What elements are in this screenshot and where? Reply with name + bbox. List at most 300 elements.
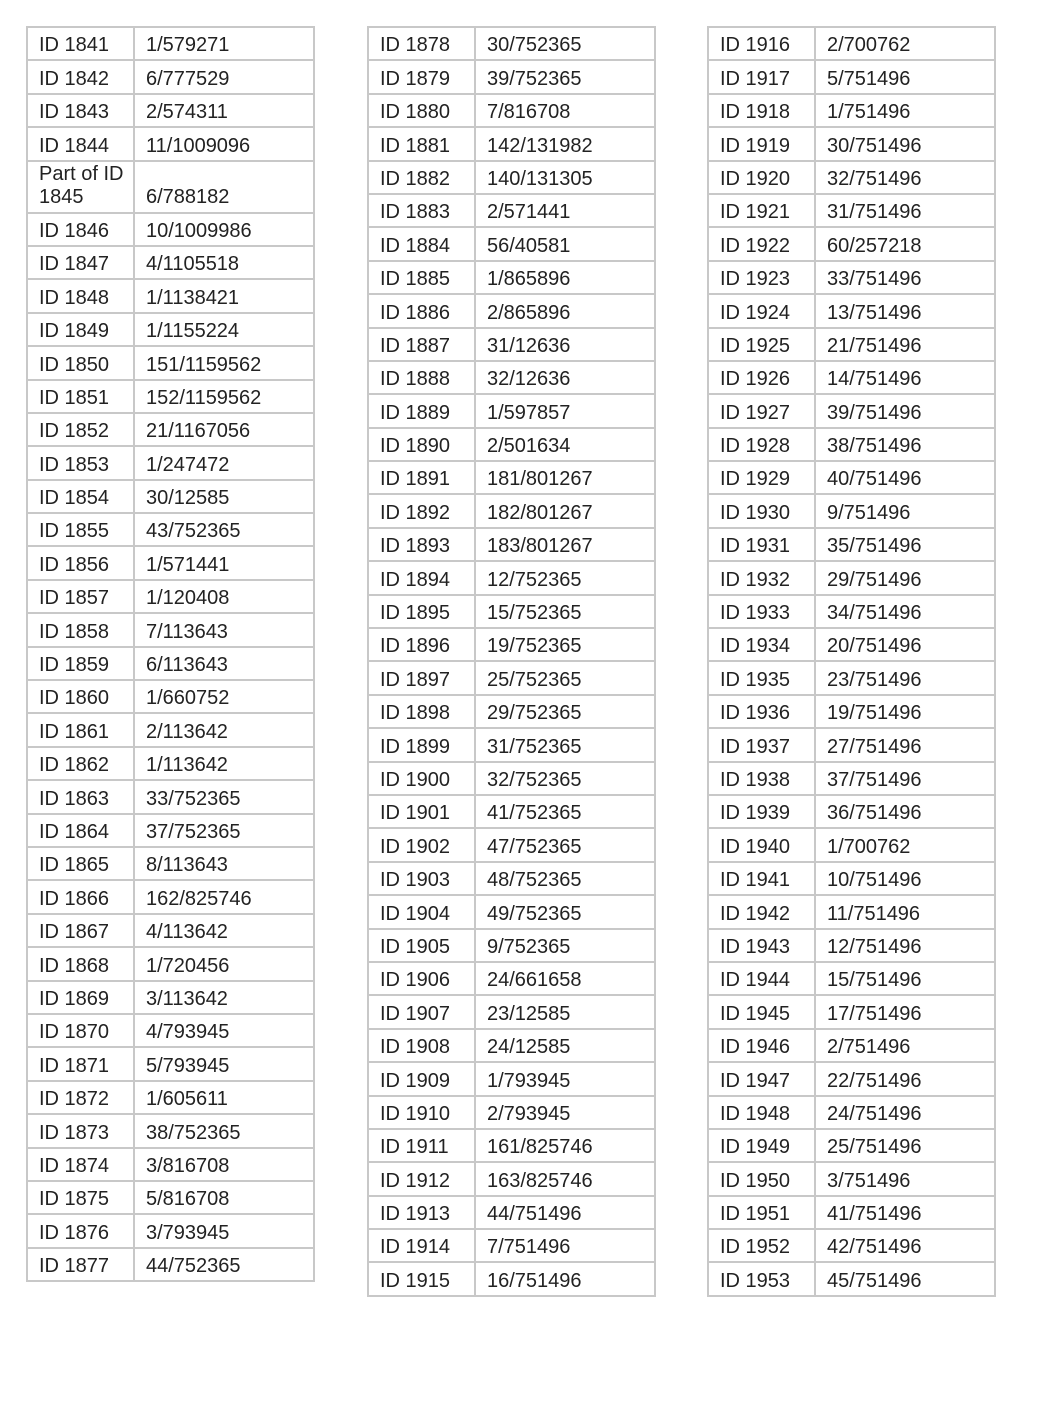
id-cell xyxy=(708,828,815,861)
id-cell xyxy=(27,1114,134,1147)
table-row xyxy=(368,762,655,795)
table-row xyxy=(708,261,995,294)
id-table-column-1 xyxy=(26,26,315,1282)
id-label: ID 1927 xyxy=(720,401,791,424)
reference-value: 19/752365 xyxy=(487,635,582,658)
id-cell xyxy=(708,294,815,327)
reference-cell xyxy=(815,1096,995,1129)
table-row xyxy=(27,27,314,60)
reference-value: 41/752365 xyxy=(487,802,582,825)
reference-value: 161/825746 xyxy=(487,1136,593,1159)
id-cell xyxy=(27,279,134,312)
id-label: ID 1929 xyxy=(720,468,791,491)
reference-value: 32/751496 xyxy=(827,167,922,190)
reference-value: 2/113642 xyxy=(146,720,228,743)
id-label: ID 1928 xyxy=(720,435,791,458)
reference-cell xyxy=(134,1248,314,1281)
reference-cell xyxy=(134,161,314,213)
table-row xyxy=(27,94,314,127)
table-row xyxy=(708,494,995,527)
id-label: ID 1908 xyxy=(380,1036,451,1059)
reference-cell xyxy=(475,194,655,227)
reference-value: 1/571441 xyxy=(146,553,230,576)
reference-value: 142/131982 xyxy=(487,134,593,157)
table-row xyxy=(27,613,314,646)
reference-cell xyxy=(475,494,655,527)
reference-value: 9/751496 xyxy=(827,501,911,524)
table-row xyxy=(368,60,655,93)
id-cell xyxy=(368,394,475,427)
id-cell xyxy=(27,246,134,279)
reference-value: 30/12585 xyxy=(146,487,230,510)
id-cell xyxy=(708,628,815,661)
table-row xyxy=(708,1229,995,1262)
id-cell xyxy=(27,213,134,246)
id-label: ID 1909 xyxy=(380,1069,451,1092)
reference-cell xyxy=(475,94,655,127)
reference-value: 38/751496 xyxy=(827,435,922,458)
id-cell xyxy=(708,661,815,694)
id-cell xyxy=(368,94,475,127)
reference-value: 163/825746 xyxy=(487,1169,593,1192)
table-row xyxy=(27,580,314,613)
reference-value: 140/131305 xyxy=(487,167,593,190)
reference-value: 25/752365 xyxy=(487,668,582,691)
table-row xyxy=(27,981,314,1014)
id-label: ID 1910 xyxy=(380,1102,451,1125)
id-label: ID 1918 xyxy=(720,101,791,124)
reference-value: 19/751496 xyxy=(827,702,922,725)
table-row xyxy=(708,1062,995,1095)
id-cell xyxy=(27,480,134,513)
reference-cell xyxy=(134,1014,314,1047)
id-cell xyxy=(368,194,475,227)
table-row xyxy=(27,713,314,746)
id-cell xyxy=(708,795,815,828)
reference-cell xyxy=(815,862,995,895)
id-label: ID 1944 xyxy=(720,969,791,992)
id-label: ID 1885 xyxy=(380,268,451,291)
id-label: ID 1896 xyxy=(380,635,451,658)
id-label: ID 1846 xyxy=(39,219,110,242)
table-row xyxy=(708,1096,995,1129)
reference-value: 24/12585 xyxy=(487,1036,571,1059)
table-row xyxy=(27,1248,314,1281)
id-cell xyxy=(27,27,134,60)
id-label: ID 1854 xyxy=(39,487,110,510)
reference-cell xyxy=(134,613,314,646)
reference-value: 21/1167056 xyxy=(146,420,251,443)
reference-cell xyxy=(475,595,655,628)
id-cell xyxy=(708,1062,815,1095)
reference-value: 1/1155224 xyxy=(146,320,240,343)
id-label: ID 1852 xyxy=(39,420,110,443)
reference-cell xyxy=(475,461,655,494)
table-row xyxy=(368,995,655,1028)
table-row xyxy=(27,1114,314,1147)
reference-cell xyxy=(815,461,995,494)
reference-value: 6/777529 xyxy=(146,67,230,90)
id-cell xyxy=(368,762,475,795)
id-label: ID 1842 xyxy=(39,67,110,90)
id-cell xyxy=(368,261,475,294)
id-cell xyxy=(27,513,134,546)
reference-value: 5/816708 xyxy=(146,1188,230,1211)
reference-value: 2/501634 xyxy=(487,435,571,458)
reference-cell xyxy=(815,528,995,561)
reference-value: 1/597857 xyxy=(487,401,571,424)
id-label: ID 1878 xyxy=(380,34,451,57)
reference-cell xyxy=(475,1262,655,1295)
id-cell xyxy=(708,428,815,461)
id-cell xyxy=(708,695,815,728)
id-cell xyxy=(368,1029,475,1062)
id-cell xyxy=(27,981,134,1014)
table-row xyxy=(27,847,314,880)
reference-value: 1/660752 xyxy=(146,687,230,710)
table-row xyxy=(27,747,314,780)
id-label: ID 1920 xyxy=(720,167,791,190)
table-row xyxy=(368,1162,655,1195)
reference-cell xyxy=(134,1081,314,1114)
id-cell xyxy=(708,1229,815,1262)
reference-value: 42/751496 xyxy=(827,1236,922,1259)
table-row xyxy=(27,1148,314,1181)
id-label: ID 1866 xyxy=(39,887,110,910)
id-label: ID 1863 xyxy=(39,787,110,810)
reference-value: 1/865896 xyxy=(487,268,571,291)
id-cell xyxy=(27,380,134,413)
reference-cell xyxy=(815,762,995,795)
reference-cell xyxy=(815,661,995,694)
id-label: ID 1893 xyxy=(380,535,451,558)
table-row xyxy=(368,795,655,828)
id-label: ID 1870 xyxy=(39,1021,110,1044)
reference-value: 1/720456 xyxy=(146,954,230,977)
id-table-column-2 xyxy=(367,26,656,1297)
id-label: ID 1933 xyxy=(720,602,791,625)
id-label: ID 1877 xyxy=(39,1255,110,1278)
reference-cell xyxy=(475,862,655,895)
id-label: ID 1938 xyxy=(720,768,791,791)
reference-cell xyxy=(134,413,314,446)
id-cell xyxy=(708,494,815,527)
reference-value: 20/751496 xyxy=(827,635,922,658)
reference-cell xyxy=(815,828,995,861)
id-cell xyxy=(708,227,815,260)
reference-value: 2/865896 xyxy=(487,301,571,324)
reference-value: 25/751496 xyxy=(827,1136,922,1159)
reference-value: 29/752365 xyxy=(487,702,582,725)
reference-value: 39/751496 xyxy=(827,401,922,424)
id-cell xyxy=(27,60,134,93)
reference-cell xyxy=(815,1129,995,1162)
id-label: ID 1858 xyxy=(39,620,110,643)
id-label: ID 1922 xyxy=(720,234,791,257)
id-label: ID 1919 xyxy=(720,134,791,157)
id-cell xyxy=(27,1181,134,1214)
table-row xyxy=(368,394,655,427)
id-label: ID 1883 xyxy=(380,201,451,224)
id-label: ID 1843 xyxy=(39,101,110,124)
reference-cell xyxy=(475,1162,655,1195)
id-cell xyxy=(708,161,815,194)
table-row xyxy=(27,513,314,546)
id-cell xyxy=(368,1129,475,1162)
id-label: ID 1856 xyxy=(39,553,110,576)
id-label: ID 1884 xyxy=(380,234,451,257)
id-label: ID 1851 xyxy=(39,386,110,409)
id-cell xyxy=(27,880,134,913)
reference-value: 3/113642 xyxy=(146,987,228,1010)
table-row xyxy=(27,380,314,413)
id-label: ID 1881 xyxy=(380,134,451,157)
id-label: ID 1932 xyxy=(720,568,791,591)
reference-cell xyxy=(475,261,655,294)
id-label: ID 1890 xyxy=(380,435,451,458)
table-row xyxy=(27,780,314,813)
table-row xyxy=(708,695,995,728)
table-row xyxy=(708,862,995,895)
reference-cell xyxy=(815,494,995,527)
id-cell xyxy=(368,294,475,327)
id-label: ID 1861 xyxy=(39,720,110,743)
id-cell xyxy=(708,528,815,561)
id-cell xyxy=(368,60,475,93)
reference-cell xyxy=(815,1229,995,1262)
id-label: ID 1935 xyxy=(720,668,791,691)
table-row xyxy=(27,480,314,513)
id-label: ID 1844 xyxy=(39,134,110,157)
reference-value: 23/12585 xyxy=(487,1002,571,1025)
reference-value: 31/752365 xyxy=(487,735,582,758)
reference-value: 10/751496 xyxy=(827,869,922,892)
id-label: ID 1882 xyxy=(380,167,451,190)
table-row xyxy=(368,695,655,728)
table-row xyxy=(368,595,655,628)
id-cell xyxy=(368,328,475,361)
reference-cell xyxy=(475,1229,655,1262)
reference-value: 45/751496 xyxy=(827,1269,922,1292)
id-cell xyxy=(368,361,475,394)
reference-cell xyxy=(134,680,314,713)
table-row xyxy=(368,1096,655,1129)
id-label: ID 1942 xyxy=(720,902,791,925)
reference-value: 40/751496 xyxy=(827,468,922,491)
table-row xyxy=(708,194,995,227)
id-label: ID 1901 xyxy=(380,802,451,825)
id-label: ID 1931 xyxy=(720,535,791,558)
table-row xyxy=(27,246,314,279)
table-row xyxy=(708,1029,995,1062)
reference-value: 14/751496 xyxy=(827,368,922,391)
table-row xyxy=(708,561,995,594)
reference-value: 35/751496 xyxy=(827,535,922,558)
table-row xyxy=(27,346,314,379)
reference-value: 22/751496 xyxy=(827,1069,922,1092)
id-label: ID 1886 xyxy=(380,301,451,324)
reference-cell xyxy=(815,595,995,628)
table-row xyxy=(708,795,995,828)
table-row xyxy=(368,661,655,694)
reference-value: 31/12636 xyxy=(487,334,571,357)
id-label: ID 1934 xyxy=(720,635,791,658)
table-row xyxy=(27,279,314,312)
reference-cell xyxy=(815,428,995,461)
id-label: ID 1841 xyxy=(39,34,110,57)
id-label: ID 1905 xyxy=(380,935,451,958)
reference-cell xyxy=(134,780,314,813)
id-label: ID 1872 xyxy=(39,1088,110,1111)
id-label: ID 1849 xyxy=(39,320,110,343)
reference-value: 152/1159562 xyxy=(146,386,262,409)
id-label: ID 1904 xyxy=(380,902,451,925)
id-cell xyxy=(368,1196,475,1229)
id-cell xyxy=(27,580,134,613)
id-label: ID 1926 xyxy=(720,368,791,391)
reference-value: 1/579271 xyxy=(146,34,230,57)
id-label: ID 1867 xyxy=(39,921,110,944)
table-row xyxy=(708,762,995,795)
reference-cell xyxy=(475,561,655,594)
id-cell xyxy=(708,1196,815,1229)
reference-value: 6/113643 xyxy=(146,654,228,677)
id-label: ID 1911 xyxy=(380,1136,449,1159)
reference-cell xyxy=(475,661,655,694)
table-row xyxy=(368,1129,655,1162)
reference-value: 48/752365 xyxy=(487,869,582,892)
id-label: ID 1946 xyxy=(720,1036,791,1059)
reference-value: 7/816708 xyxy=(487,101,571,124)
table-row xyxy=(27,127,314,160)
reference-cell xyxy=(134,747,314,780)
reference-value: 47/752365 xyxy=(487,835,582,858)
id-label: ID 1907 xyxy=(380,1002,451,1025)
id-cell xyxy=(708,361,815,394)
reference-value: 15/752365 xyxy=(487,602,582,625)
reference-cell xyxy=(475,628,655,661)
reference-value: 1/793945 xyxy=(487,1069,571,1092)
id-cell xyxy=(368,895,475,928)
id-cell xyxy=(708,561,815,594)
id-label: ID 1869 xyxy=(39,987,110,1010)
reference-value: 15/751496 xyxy=(827,969,922,992)
reference-value: 24/661658 xyxy=(487,969,582,992)
id-cell xyxy=(27,313,134,346)
id-label: ID 1889 xyxy=(380,401,451,424)
id-label: ID 1876 xyxy=(39,1221,110,1244)
table-row xyxy=(27,880,314,913)
id-cell xyxy=(27,747,134,780)
reference-cell xyxy=(475,127,655,160)
reference-cell xyxy=(134,480,314,513)
reference-cell xyxy=(134,914,314,947)
id-label: ID 1874 xyxy=(39,1154,110,1177)
id-label: ID 1949 xyxy=(720,1136,791,1159)
table-row xyxy=(708,728,995,761)
table-row xyxy=(368,1229,655,1262)
id-cell xyxy=(27,346,134,379)
id-cell xyxy=(708,862,815,895)
id-label: ID 1859 xyxy=(39,654,110,677)
table-row xyxy=(708,227,995,260)
id-label: ID 1865 xyxy=(39,854,110,877)
table-row xyxy=(368,862,655,895)
id-cell xyxy=(27,780,134,813)
id-cell xyxy=(368,828,475,861)
id-label: ID 1892 xyxy=(380,501,451,524)
reference-cell xyxy=(475,528,655,561)
reference-cell xyxy=(134,313,314,346)
reference-cell xyxy=(815,261,995,294)
reference-value: 1/751496 xyxy=(827,101,911,124)
reference-cell xyxy=(134,1047,314,1080)
reference-cell xyxy=(475,27,655,60)
reference-value: 17/751496 xyxy=(827,1002,922,1025)
id-cell xyxy=(708,595,815,628)
reference-cell xyxy=(815,161,995,194)
id-label: ID 1943 xyxy=(720,935,791,958)
id-cell xyxy=(27,1081,134,1114)
id-label: ID 1894 xyxy=(380,568,451,591)
id-label: ID 1939 xyxy=(720,802,791,825)
reference-cell xyxy=(815,94,995,127)
table-body xyxy=(368,27,655,1296)
reference-cell xyxy=(475,762,655,795)
reference-value: 43/752365 xyxy=(146,520,241,543)
reference-cell xyxy=(134,546,314,579)
id-label: ID 1903 xyxy=(380,869,451,892)
reference-cell xyxy=(134,880,314,913)
reference-value: 1/247472 xyxy=(146,453,230,476)
id-cell xyxy=(368,695,475,728)
id-label: ID 1906 xyxy=(380,969,451,992)
reference-cell xyxy=(815,728,995,761)
id-cell xyxy=(708,1129,815,1162)
reference-cell xyxy=(134,947,314,980)
reference-cell xyxy=(134,1214,314,1247)
reference-value: 2/700762 xyxy=(827,34,911,57)
reference-cell xyxy=(815,194,995,227)
id-cell xyxy=(368,1162,475,1195)
reference-cell xyxy=(815,227,995,260)
id-label: ID 1913 xyxy=(380,1203,451,1226)
reference-cell xyxy=(134,346,314,379)
id-cell xyxy=(27,847,134,880)
reference-cell xyxy=(815,328,995,361)
reference-value: 29/751496 xyxy=(827,568,922,591)
reference-cell xyxy=(134,580,314,613)
id-cell xyxy=(708,1096,815,1129)
id-cell xyxy=(368,227,475,260)
reference-value: 1/700762 xyxy=(827,835,911,858)
reference-cell xyxy=(134,713,314,746)
table-row xyxy=(368,94,655,127)
reference-value: 2/571441 xyxy=(487,201,571,224)
id-cell xyxy=(368,528,475,561)
reference-cell xyxy=(815,695,995,728)
id-cell xyxy=(708,127,815,160)
reference-value: 5/793945 xyxy=(146,1054,230,1077)
id-cell xyxy=(368,494,475,527)
reference-cell xyxy=(475,929,655,962)
table-row xyxy=(708,27,995,60)
id-cell xyxy=(368,1062,475,1095)
reference-cell xyxy=(475,1096,655,1129)
table-row xyxy=(708,361,995,394)
reference-value: 33/752365 xyxy=(146,787,241,810)
id-label: ID 1860 xyxy=(39,687,110,710)
